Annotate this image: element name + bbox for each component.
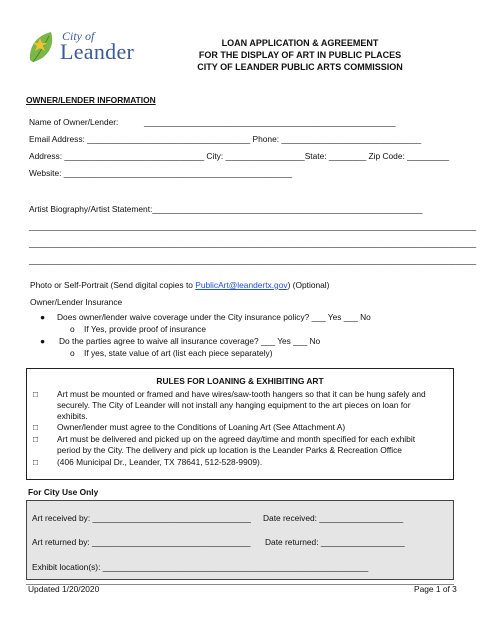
circle-bullet-icon: o	[70, 324, 75, 334]
photo-prefix: Photo or Self-Portrait (Send digital copies to	[30, 280, 196, 290]
art-returned-field[interactable]: Art returned by: __________________________________	[32, 537, 251, 547]
artist-bio-field[interactable]: Artist Biography/Artist Statement:__________________________________________________________	[29, 204, 423, 214]
city-use-title: For City Use Only	[28, 487, 99, 497]
email-link[interactable]: PublicArt@leandertx.gov	[195, 280, 288, 290]
exhibit-location-field[interactable]: Exhibit location(s): _________________________________________________________	[32, 562, 369, 572]
date-returned-field[interactable]: Date returned: __________________	[265, 537, 405, 547]
square-bullet-icon: □	[33, 457, 39, 467]
rules-title: RULES FOR LOANING & EXHIBITING ART	[156, 376, 324, 386]
city-logo	[27, 28, 133, 68]
address-field[interactable]: Address: ______________________________ City: _________________State: ________ Zip Code: _________	[29, 151, 450, 161]
insurance-question-2: Do the parties agree to waive all insurance coverage? ___ Yes ___ No	[59, 336, 321, 346]
rule-3-line-1: Art must be delivered and picked up on the agreed day/time and month specified for each exhibit	[57, 434, 416, 444]
title-line-1: LOAN APPLICATION & AGREEMENT	[221, 38, 379, 48]
artist-bio-line[interactable]: ________________________________________________________________________________________________	[29, 238, 477, 248]
title-line-2: FOR THE DISPLAY OF ART IN PUBLIC PLACES	[198, 50, 402, 60]
owner-section-title: OWNER/LENDER INFORMATION	[26, 95, 156, 105]
photo-suffix: ) (Optional)	[287, 280, 330, 290]
date-received-field[interactable]: Date received: __________________	[263, 513, 404, 523]
owner-name-field[interactable]: ______________________________________________________	[144, 117, 396, 127]
artist-bio-line[interactable]: ________________________________________________________________________________________________	[29, 221, 477, 231]
logo-name-text: Leander	[60, 39, 135, 64]
square-bullet-icon: □	[33, 389, 39, 399]
insurance-title: Owner/Lender Insurance	[30, 297, 123, 307]
leaf-star-logo-icon	[27, 30, 58, 64]
rule-1-line-3: exhibits.	[57, 411, 88, 421]
logo-city-text: City of	[62, 29, 95, 43]
owner-name-label: Name of Owner/Lender:	[29, 117, 119, 127]
circle-bullet-icon: o	[70, 348, 75, 358]
rule-1-line-2: securely. The City of Leander will not install any hanging equipment to the art pieces on loan for	[57, 400, 411, 410]
rule-1-line-1: Art must be mounted or framed and have wires/saw-tooth hangers so that it can be hung safely and	[57, 389, 426, 399]
artist-bio-line[interactable]: ________________________________________________________________________________________________	[29, 255, 477, 265]
insurance-sub-2: If yes, state value of art (list each piece separately)	[84, 348, 273, 358]
email-phone-field[interactable]: Email Address: ___________________________________ Phone: ______________________________	[29, 134, 422, 144]
title-line-3: CITY OF LEANDER PUBLIC ARTS COMMISSION	[197, 62, 403, 72]
rule-3-line-2: period by the City. The delivery and pick up location is the Leander Parks & Recreation Office	[57, 445, 402, 455]
rule-4: (406 Municipal Dr., Leander, TX 78641, 512-528-9909).	[57, 457, 263, 467]
website-field[interactable]: Website: _________________________________________________	[29, 168, 292, 178]
insurance-sub-1: If Yes, provide proof of insurance	[84, 324, 206, 334]
photo-line	[30, 280, 329, 290]
art-received-field[interactable]: Art received by: __________________________________	[32, 513, 251, 523]
square-bullet-icon: □	[33, 434, 39, 444]
page-number: Page 1 of 3	[414, 584, 457, 594]
insurance-question-1: Does owner/lender waive coverage under the City insurance policy? ___ Yes ___ No	[57, 312, 371, 322]
bullet-icon: ●	[40, 312, 46, 322]
updated-date: Updated 1/20/2020	[28, 584, 100, 594]
bullet-icon: ●	[40, 336, 46, 346]
square-bullet-icon: □	[33, 422, 39, 432]
rule-2: Owner/lender must agree to the Conditions of Loaning Art (See Attachment A)	[57, 422, 346, 432]
